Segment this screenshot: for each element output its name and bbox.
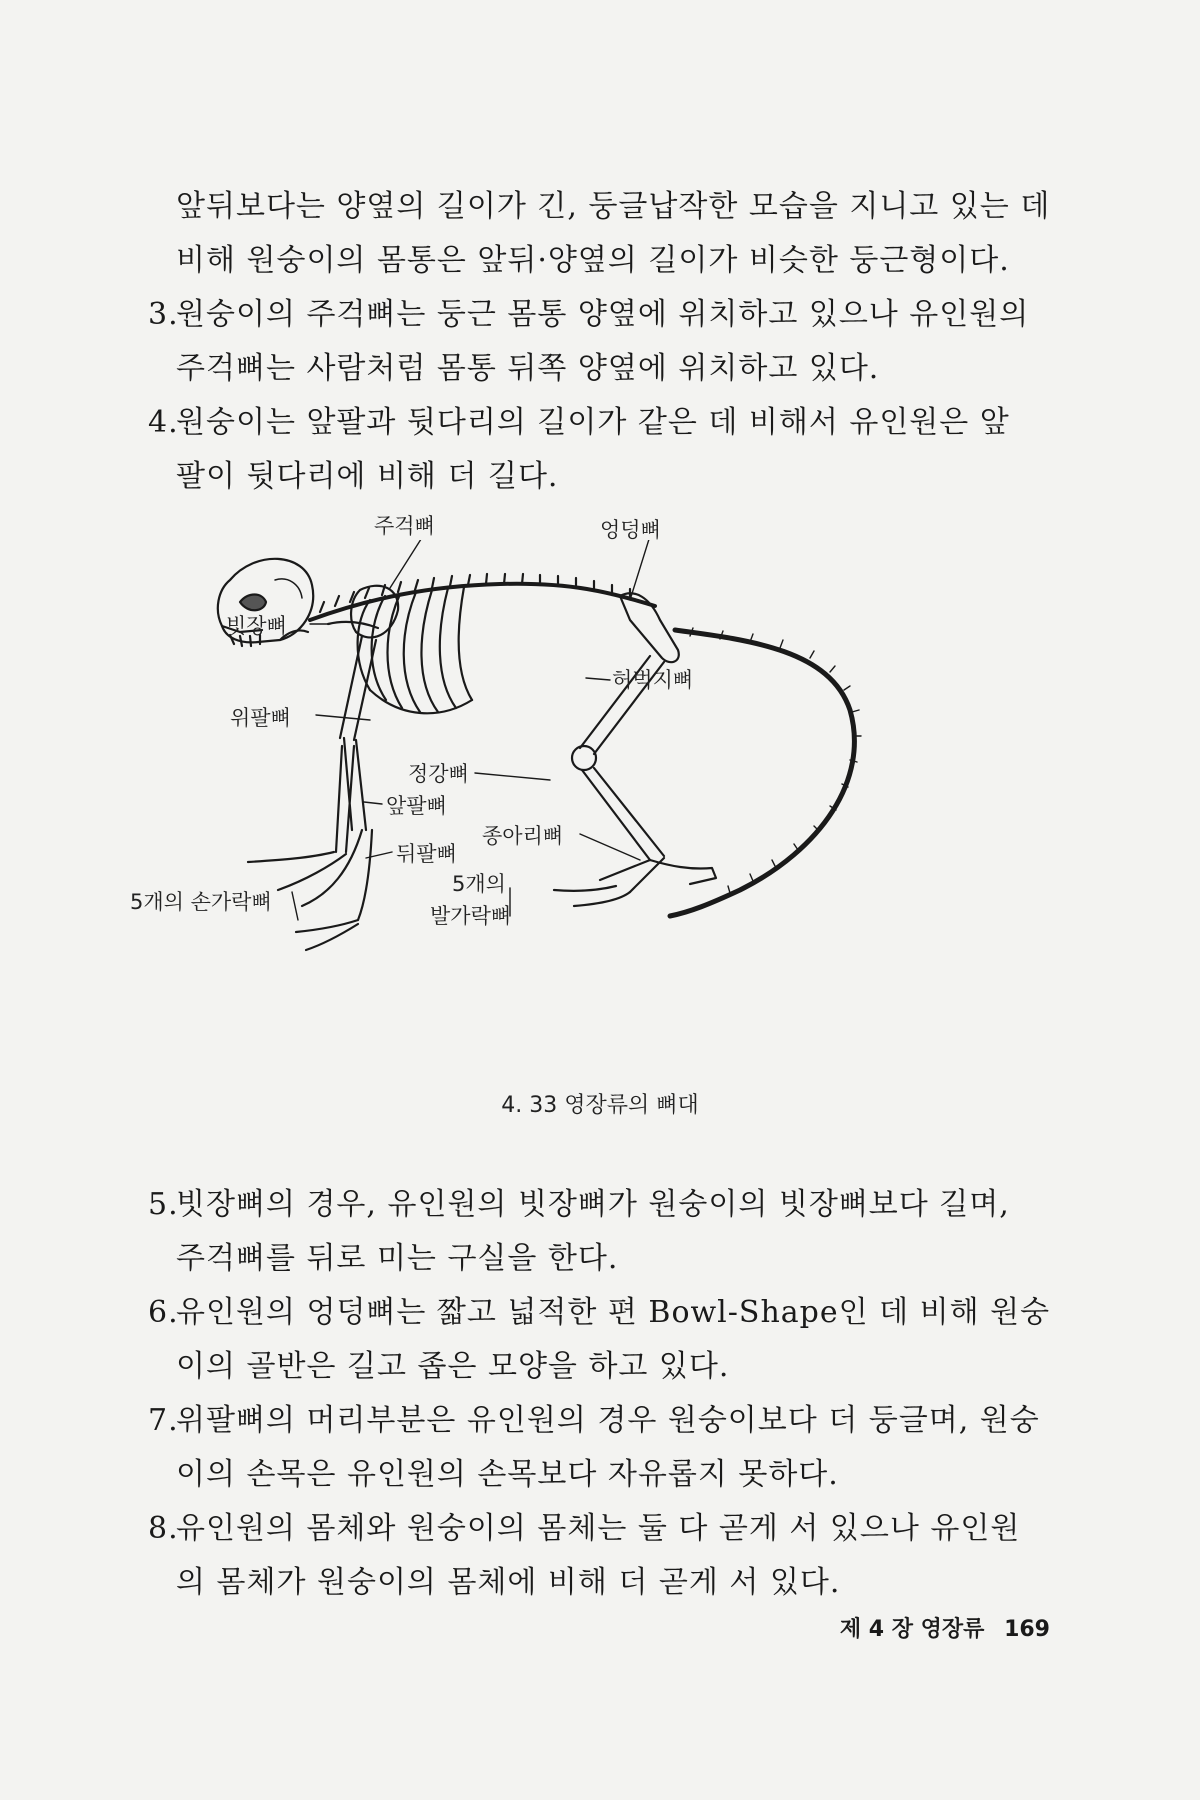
label-toes-line1: 5개의 [452, 872, 506, 896]
item-number: 7. [148, 1403, 179, 1438]
text-line: 비해 원숭이의 몸통은 앞뒤·양옆의 길이가 비슷한 둥근형이다. [176, 243, 1010, 278]
text-line: 이의 골반은 길고 좁은 모양을 하고 있다. [176, 1349, 730, 1384]
list-item-6 [148, 1286, 1056, 1394]
list-item-3 [148, 288, 1056, 396]
text-line: 유인원의 엉덩뼈는 짧고 넓적한 편 Bowl-Shape인 데 비해 원숭 [176, 1295, 1051, 1330]
text-line: 원숭이의 주걱뼈는 둥근 몸통 양옆에 위치하고 있으나 유인원의 [176, 297, 1030, 332]
text-line: 주걱뼈는 사람처럼 몸통 뒤쪽 양옆에 위치하고 있다. [176, 351, 880, 386]
label-clavicle: 빗장뼈 [226, 614, 287, 638]
text-line: 의 몸체가 원숭이의 몸체에 비해 더 곧게 서 있다. [176, 1565, 841, 1600]
item-number: 8. [148, 1511, 179, 1546]
text-line: 주걱뼈를 뒤로 미는 구실을 한다. [176, 1241, 619, 1276]
label-femur: 허벅지뼈 [612, 668, 694, 692]
paragraph-continued [176, 180, 1056, 288]
label-pelvis: 엉덩뼈 [600, 518, 661, 542]
item-number: 3. [148, 297, 179, 332]
chapter-title: 제 4 장 영장류 [839, 1617, 985, 1642]
label-fingers: 5개의 손가락뼈 [130, 890, 272, 914]
figure-caption: 4. 33 영장류의 뼈대 [501, 1093, 699, 1118]
pelvis-drawing [620, 593, 679, 662]
label-scapula: 주걱뼈 [374, 514, 435, 538]
tail-drawing [670, 630, 854, 916]
label-tibia: 정강뼈 [408, 762, 469, 786]
text-line: 앞뒤보다는 양옆의 길이가 긴, 둥글납작한 모습을 지니고 있는 데 [176, 189, 1051, 224]
text-line: 빗장뼈의 경우, 유인원의 빗장뼈가 원숭이의 빗장뼈보다 길며, [176, 1187, 1010, 1222]
label-fibula: 종아리뼈 [482, 824, 564, 848]
text-line: 유인원의 몸체와 원숭이의 몸체는 둘 다 곧게 서 있으나 유인원 [176, 1511, 1021, 1546]
text-line: 팔이 뒷다리에 비해 더 길다. [176, 459, 559, 494]
page-number: 169 [1004, 1617, 1050, 1642]
item-number: 4. [148, 405, 179, 440]
label-radius: 앞팔뼈 [386, 794, 447, 818]
label-leader-lines [292, 540, 650, 920]
label-humerus: 위팔뼈 [230, 706, 291, 730]
list-item-4 [148, 396, 1056, 504]
label-toes-line2: 발가락뼈 [430, 904, 512, 928]
label-ulna: 뒤팔뼈 [396, 842, 457, 866]
primate-skeleton-figure [130, 514, 1070, 1060]
item-number: 6. [148, 1295, 179, 1330]
item-number: 5. [148, 1187, 179, 1222]
text-line: 원숭이는 앞팔과 뒷다리의 길이가 같은 데 비해서 유인원은 앞 [176, 405, 1010, 440]
list-item-7 [148, 1394, 1056, 1502]
list-item-5 [148, 1178, 1056, 1286]
page-footer [828, 1612, 1050, 1643]
text-line: 이의 손목은 유인원의 손목보다 자유롭지 못하다. [176, 1457, 839, 1492]
tail-vertebrae-drawing [690, 628, 861, 893]
text-line: 위팔뼈의 머리부분은 유인원의 경우 원숭이보다 더 둥글며, 원숭 [176, 1403, 1040, 1438]
list-item-8 [148, 1502, 1056, 1610]
